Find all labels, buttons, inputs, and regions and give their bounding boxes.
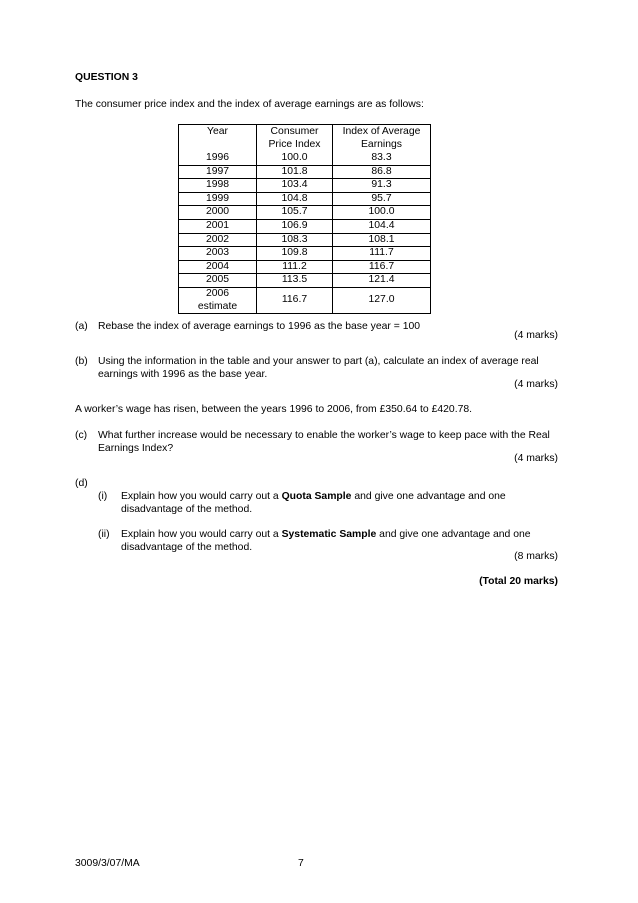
year-cell: 2000 — [179, 206, 257, 220]
part-c-text: What further increase would be necessary to enable the worker’s wage to keep pace with the Real Earnings Index? — [98, 430, 550, 454]
part-b-label: (b) — [75, 356, 88, 367]
year-line2: estimate — [197, 300, 238, 312]
part-d-i — [98, 490, 559, 516]
part-a-marks: (4 marks) — [514, 330, 558, 341]
cpi-cell: 113.5 — [257, 274, 333, 288]
part-d-i-bold: Quota Sample — [281, 491, 352, 502]
earnings-cell: 108.1 — [333, 233, 431, 247]
earnings-cell: 121.4 — [333, 274, 431, 288]
cpi-cell: 101.8 — [257, 165, 333, 179]
year-cell: 2004 — [179, 260, 257, 274]
part-d-i-pre: Explain how you would carry out a — [121, 491, 282, 502]
header-earnings — [333, 125, 431, 153]
year-line1: 2006 — [205, 287, 230, 299]
part-d-i-label: (i) — [98, 491, 108, 502]
data-table — [178, 124, 431, 314]
part-a-text: Rebase the index of average earnings to 1996 as the base year = 100 — [98, 321, 421, 332]
cpi-cell: 105.7 — [257, 206, 333, 220]
table-row — [179, 179, 431, 193]
part-b-text: Using the information in the table and your answer to part (a), calculate an index of average real earnings with 1996 as the base year. — [98, 356, 539, 380]
part-c-marks: (4 marks) — [514, 453, 558, 464]
earnings-cell: 91.3 — [333, 179, 431, 193]
footer-code: 3009/3/07/MA — [75, 858, 140, 869]
part-d-ii-post: and give one advantage and one disadvantage of the method. — [121, 529, 531, 553]
table-row — [179, 152, 431, 165]
part-a-label: (a) — [75, 321, 88, 332]
part-d-i-post: and give one advantage and one disadvantage of the method. — [121, 491, 506, 515]
total-marks: (Total 20 marks) — [479, 576, 558, 587]
part-c-label: (c) — [75, 430, 88, 441]
wage-statement: A worker’s wage has risen, between the years 1996 to 2006, from £350.64 to £420.78. — [75, 404, 473, 415]
cpi-cell: 100.0 — [257, 152, 333, 165]
earnings-cell: 127.0 — [333, 287, 431, 313]
header-cpi-text: Consumer Price Index — [268, 126, 321, 150]
earnings-cell: 111.7 — [333, 247, 431, 261]
table-row — [179, 165, 431, 179]
part-a — [75, 320, 559, 333]
page-number: 7 — [298, 858, 304, 869]
table-row — [179, 260, 431, 274]
year-cell: 2001 — [179, 219, 257, 233]
table-row — [179, 206, 431, 220]
table-row — [179, 192, 431, 206]
header-year: Year — [179, 125, 257, 153]
table-row — [179, 287, 431, 313]
cpi-cell: 108.3 — [257, 233, 333, 247]
intro-text: The consumer price index and the index of average earnings are as follows: — [75, 99, 424, 110]
cpi-cell: 103.4 — [257, 179, 333, 193]
year-cell: 2005 — [179, 274, 257, 288]
cpi-cell: 106.9 — [257, 219, 333, 233]
earnings-cell: 104.4 — [333, 219, 431, 233]
part-d-i-text — [121, 490, 559, 516]
table-row — [179, 233, 431, 247]
part-c — [75, 429, 559, 455]
part-d-ii-bold: Systematic Sample — [281, 529, 377, 540]
cpi-cell: 116.7 — [257, 287, 333, 313]
table-row — [179, 274, 431, 288]
year-cell: 2003 — [179, 247, 257, 261]
earnings-cell: 95.7 — [333, 192, 431, 206]
year-cell: 1997 — [179, 165, 257, 179]
table-row — [179, 219, 431, 233]
earnings-cell: 116.7 — [333, 260, 431, 274]
part-b-marks: (4 marks) — [514, 379, 558, 390]
year-cell: 1999 — [179, 192, 257, 206]
year-cell: 1996 — [179, 152, 257, 165]
header-cpi — [257, 125, 333, 153]
earnings-cell: 86.8 — [333, 165, 431, 179]
table-header-row — [179, 125, 431, 153]
earnings-cell: 83.3 — [333, 152, 431, 165]
question-title: QUESTION 3 — [75, 72, 138, 83]
year-cell: 1998 — [179, 179, 257, 193]
cpi-cell: 109.8 — [257, 247, 333, 261]
year-cell: 2002 — [179, 233, 257, 247]
cpi-cell: 111.2 — [257, 260, 333, 274]
part-d-marks: (8 marks) — [514, 551, 558, 562]
part-d-ii — [98, 528, 559, 554]
table-row — [179, 247, 431, 261]
cpi-cell: 104.8 — [257, 192, 333, 206]
header-earnings-text: Index of Average Earnings — [342, 126, 421, 150]
earnings-cell: 100.0 — [333, 206, 431, 220]
part-d-ii-text — [121, 528, 559, 554]
part-d-ii-label: (ii) — [98, 529, 110, 540]
part-d-ii-pre: Explain how you would carry out a — [121, 529, 282, 540]
part-b — [75, 355, 559, 381]
part-d-label: (d) — [75, 478, 88, 489]
year-cell — [179, 287, 257, 313]
